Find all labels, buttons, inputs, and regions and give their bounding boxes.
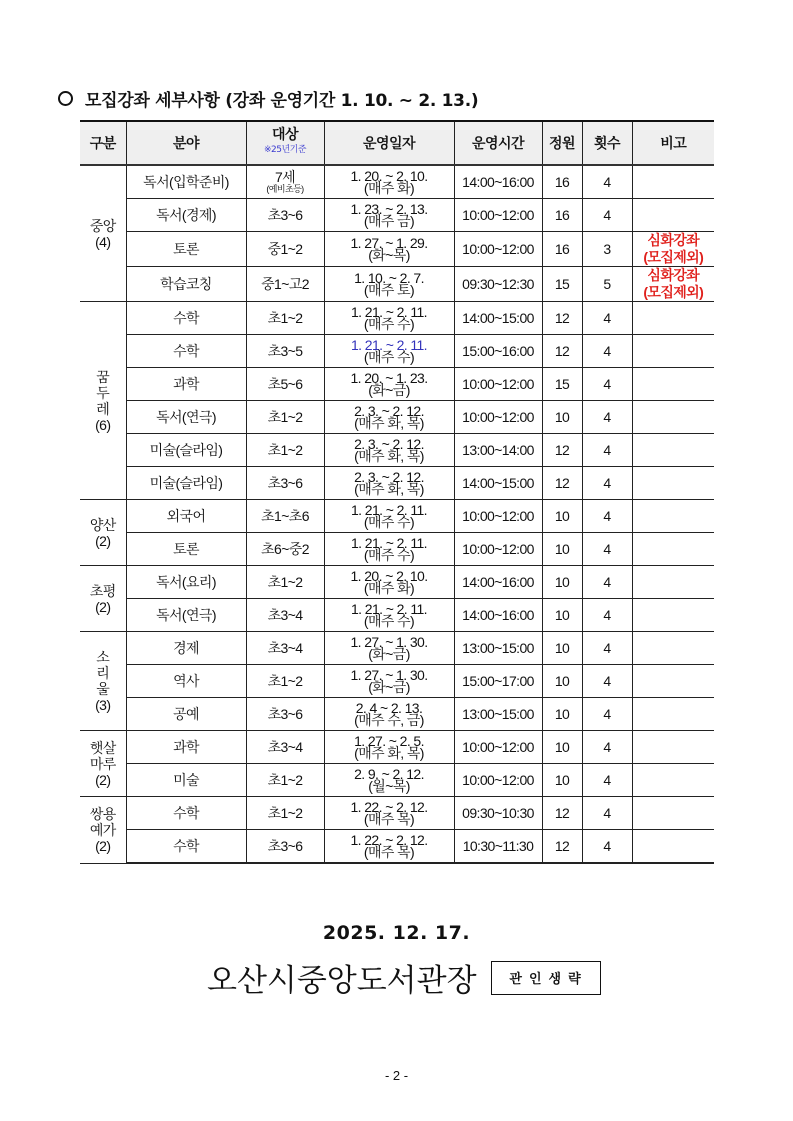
- date-range: 1. 21. ~ 2. 11.: [351, 304, 427, 320]
- group-label-line: 마루: [89, 755, 116, 772]
- time-cell: 10:00~12:00: [454, 232, 542, 267]
- header-capacity: 정원: [542, 121, 582, 165]
- dates-cell: [324, 335, 454, 368]
- target-cell: 초3~6: [246, 698, 324, 731]
- remarks-cell: [632, 566, 714, 599]
- header-division: 구분: [80, 121, 126, 165]
- date-range: 2. 4 ~ 2. 13.: [355, 700, 423, 716]
- table-row: [80, 797, 714, 830]
- dates-cell: [324, 199, 454, 232]
- target-cell: 초6~중2: [246, 533, 324, 566]
- dates-cell: [324, 665, 454, 698]
- field-cell: 수학: [126, 335, 246, 368]
- group-cell: [80, 500, 126, 566]
- field-cell: 독서(요리): [126, 566, 246, 599]
- group-label-line: (4): [95, 233, 111, 250]
- date-days: (매주 수, 금): [354, 712, 424, 728]
- capacity-cell: 16: [542, 232, 582, 267]
- table-row: [80, 267, 714, 302]
- table-row: [80, 500, 714, 533]
- date-days: (매주 토): [363, 282, 415, 298]
- group-label-line: 꿈: [96, 368, 110, 385]
- field-cell: 독서(경제): [126, 199, 246, 232]
- time-cell: 10:30~11:30: [454, 830, 542, 864]
- field-cell: 독서(연극): [126, 599, 246, 632]
- time-cell: 14:00~15:00: [454, 467, 542, 500]
- group-cell: [80, 797, 126, 864]
- date-range: 1. 22. ~ 2. 12.: [350, 832, 428, 848]
- date-range: 1. 21. ~ 2. 11.: [351, 601, 427, 617]
- date-range: 1. 21. ~ 2. 11.: [351, 337, 427, 353]
- group-label-line: 울: [96, 681, 110, 697]
- sessions-cell: 4: [582, 632, 632, 665]
- remarks-cell: [632, 764, 714, 797]
- date-range: 1. 20. ~ 1. 23.: [350, 370, 428, 386]
- remarks-cell: [632, 467, 714, 500]
- header-target-label: 대상: [271, 127, 299, 143]
- table-row: [80, 764, 714, 797]
- time-cell: 15:00~16:00: [454, 335, 542, 368]
- capacity-cell: 10: [542, 665, 582, 698]
- header-dates: 운영일자: [324, 121, 454, 165]
- sessions-cell: 5: [582, 267, 632, 302]
- target-cell: 초1~2: [246, 764, 324, 797]
- date-days: (매주 수): [363, 316, 415, 332]
- date-days: (화~금): [368, 679, 410, 695]
- field-cell: 외국어: [126, 500, 246, 533]
- dates-cell: [324, 731, 454, 764]
- dates-cell: [324, 467, 454, 500]
- dates-cell: [324, 566, 454, 599]
- capacity-cell: 10: [542, 764, 582, 797]
- date-days: (월~목): [368, 778, 410, 794]
- target-cell: 초1~2: [246, 665, 324, 698]
- target-cell: 초1~2: [246, 401, 324, 434]
- table-row: [80, 566, 714, 599]
- group-label-line: 쌍용: [89, 805, 116, 822]
- date-range: 1. 27. ~ 2. 5.: [354, 733, 424, 749]
- field-cell: 미술: [126, 764, 246, 797]
- target-cell: 초1~2: [246, 566, 324, 599]
- remarks-cell: [632, 335, 714, 368]
- capacity-cell: 10: [542, 500, 582, 533]
- field-cell: 수학: [126, 302, 246, 335]
- target-cell: 초3~6: [246, 199, 324, 232]
- date-days: (매주 화): [363, 580, 415, 596]
- sessions-cell: 4: [582, 165, 632, 199]
- target-cell: 초3~6: [246, 467, 324, 500]
- field-cell: 과학: [126, 731, 246, 764]
- target-cell: 초1~초6: [246, 500, 324, 533]
- field-cell: 토론: [126, 533, 246, 566]
- capacity-cell: 16: [542, 199, 582, 232]
- date-range: 1. 27. ~ 1. 30.: [350, 667, 428, 683]
- sessions-cell: 4: [582, 199, 632, 232]
- date-range: 1. 27. ~ 1. 29.: [350, 235, 428, 251]
- date-days: (화~금): [368, 382, 410, 398]
- remarks-cell: [632, 199, 714, 232]
- group-label-line: 레: [96, 400, 110, 417]
- time-cell: 10:00~12:00: [454, 731, 542, 764]
- date-range: 2. 3. ~ 2. 12.: [354, 469, 424, 485]
- field-cell: 독서(연극): [126, 401, 246, 434]
- section-title-text: 모집강좌 세부사항 (강좌 운영기간 1. 10. ~ 2. 13.): [85, 91, 479, 111]
- table-row: [80, 731, 714, 764]
- date-range: 1. 23. ~ 2. 13.: [350, 201, 428, 217]
- sessions-cell: 3: [582, 232, 632, 267]
- time-cell: 10:00~12:00: [454, 199, 542, 232]
- dates-cell: [324, 533, 454, 566]
- capacity-cell: 10: [542, 533, 582, 566]
- group-label-line: 중앙: [89, 217, 116, 234]
- signature-block: [207, 955, 601, 1000]
- dates-cell: [324, 632, 454, 665]
- dates-cell: [324, 764, 454, 797]
- field-cell: 토론: [126, 232, 246, 267]
- organization-name: 오산시중앙도서관장: [207, 963, 477, 999]
- header-sessions: 횟수: [582, 121, 632, 165]
- table-row: [80, 401, 714, 434]
- field-cell: 학습코칭: [126, 267, 246, 302]
- dates-cell: [324, 302, 454, 335]
- remark-line-1: 심화강좌: [647, 267, 700, 283]
- target-cell: 초3~4: [246, 731, 324, 764]
- capacity-cell: 12: [542, 467, 582, 500]
- group-label-line: (2): [95, 532, 111, 549]
- date-range: 1. 21. ~ 2. 11.: [351, 535, 427, 551]
- sessions-cell: 4: [582, 830, 632, 864]
- group-label-line: 리: [96, 665, 110, 681]
- sessions-cell: 4: [582, 566, 632, 599]
- date-days: (매주 화, 목): [354, 415, 424, 431]
- dates-cell: [324, 401, 454, 434]
- time-cell: 10:00~12:00: [454, 764, 542, 797]
- date-days: (매주 금): [363, 213, 415, 229]
- sessions-cell: 4: [582, 665, 632, 698]
- date-days: (매주 수): [363, 547, 415, 563]
- target-cell: 중1~2: [246, 232, 324, 267]
- sessions-cell: 4: [582, 764, 632, 797]
- table-row: [80, 632, 714, 665]
- remarks-cell: [632, 368, 714, 401]
- group-cell: [80, 632, 126, 731]
- capacity-cell: 12: [542, 434, 582, 467]
- group-label-line: (3): [95, 697, 111, 713]
- group-label-line: 소: [96, 649, 110, 665]
- dates-cell: [324, 267, 454, 302]
- remarks-cell: [632, 401, 714, 434]
- field-cell: 공예: [126, 698, 246, 731]
- dates-cell: [324, 165, 454, 199]
- remarks-cell: [632, 232, 714, 267]
- group-cell: [80, 302, 126, 500]
- date-range: 1. 20. ~ 2. 10.: [350, 568, 428, 584]
- field-cell: 수학: [126, 830, 246, 864]
- remarks-cell: [632, 267, 714, 302]
- capacity-cell: 10: [542, 698, 582, 731]
- table-row: [80, 434, 714, 467]
- group-label-line: (2): [95, 837, 111, 854]
- target-cell: 초3~4: [246, 632, 324, 665]
- field-cell: 독서(입학준비): [126, 165, 246, 199]
- remarks-cell: [632, 698, 714, 731]
- remarks-cell: [632, 165, 714, 199]
- target-cell: 초1~2: [246, 434, 324, 467]
- date-days: (매주 목): [363, 844, 415, 860]
- group-label-line: (2): [95, 771, 111, 788]
- date-days: (매주 화, 목): [354, 448, 424, 464]
- date-days: (매주 화): [363, 180, 415, 196]
- group-label-line: 양산: [89, 516, 116, 533]
- target-main: 7세: [274, 169, 296, 185]
- date-days: (매주 화, 목): [354, 481, 424, 497]
- capacity-cell: 16: [542, 165, 582, 199]
- group-label-line: 예가: [89, 821, 116, 838]
- capacity-cell: 12: [542, 302, 582, 335]
- remarks-cell: [632, 434, 714, 467]
- table-row: [80, 165, 714, 199]
- table-row: [80, 830, 714, 864]
- field-cell: 경제: [126, 632, 246, 665]
- table-row: [80, 665, 714, 698]
- header-remarks: 비고: [632, 121, 714, 165]
- target-cell: 중1~고2: [246, 267, 324, 302]
- table-row: [80, 368, 714, 401]
- table-row: [80, 698, 714, 731]
- group-cell: [80, 566, 126, 632]
- group-label-line: 초평: [89, 582, 116, 599]
- time-cell: 09:30~10:30: [454, 797, 542, 830]
- sessions-cell: 4: [582, 731, 632, 764]
- field-cell: 수학: [126, 797, 246, 830]
- time-cell: 10:00~12:00: [454, 401, 542, 434]
- target-cell: 초3~4: [246, 599, 324, 632]
- dates-cell: [324, 599, 454, 632]
- dates-cell: [324, 797, 454, 830]
- header-target: [246, 121, 324, 165]
- field-cell: 과학: [126, 368, 246, 401]
- time-cell: 10:00~12:00: [454, 500, 542, 533]
- header-field: 분야: [126, 121, 246, 165]
- time-cell: 14:00~15:00: [454, 302, 542, 335]
- dates-cell: [324, 434, 454, 467]
- capacity-cell: 10: [542, 731, 582, 764]
- table-row: [80, 335, 714, 368]
- remarks-cell: [632, 632, 714, 665]
- dates-cell: [324, 830, 454, 864]
- field-cell: 역사: [126, 665, 246, 698]
- sessions-cell: 4: [582, 368, 632, 401]
- hollow-circle-bullet-icon: [58, 91, 73, 106]
- time-cell: 10:00~12:00: [454, 533, 542, 566]
- date-range: 2. 3. ~ 2. 12.: [354, 403, 424, 419]
- capacity-cell: 10: [542, 632, 582, 665]
- date-days: (매주 수): [363, 349, 415, 365]
- section-heading: [58, 86, 478, 111]
- sessions-cell: 4: [582, 467, 632, 500]
- field-cell: 미술(슬라임): [126, 434, 246, 467]
- group-label-line: (6): [95, 416, 111, 433]
- group-label-line: 두: [96, 384, 110, 401]
- dates-cell: [324, 698, 454, 731]
- remark-line-2: (모집제외): [643, 249, 704, 265]
- group-label-line: 햇살: [89, 739, 116, 756]
- capacity-cell: 12: [542, 335, 582, 368]
- date-range: 1. 22. ~ 2. 12.: [350, 799, 428, 815]
- table-row: [80, 302, 714, 335]
- capacity-cell: 10: [542, 401, 582, 434]
- time-cell: 14:00~16:00: [454, 165, 542, 199]
- time-cell: 09:30~12:30: [454, 267, 542, 302]
- capacity-cell: 10: [542, 599, 582, 632]
- dates-cell: [324, 500, 454, 533]
- date-days: (매주 수): [363, 613, 415, 629]
- seal-omitted-box: 관인생략: [491, 961, 601, 995]
- table-row: [80, 467, 714, 500]
- time-cell: 15:00~17:00: [454, 665, 542, 698]
- sessions-cell: 4: [582, 335, 632, 368]
- capacity-cell: 15: [542, 267, 582, 302]
- sessions-cell: 4: [582, 401, 632, 434]
- time-cell: 13:00~14:00: [454, 434, 542, 467]
- date-days: (매주 화, 목): [354, 745, 424, 761]
- sessions-cell: 4: [582, 797, 632, 830]
- target-cell: 초1~2: [246, 302, 324, 335]
- remarks-cell: [632, 797, 714, 830]
- remark-line-2: (모집제외): [643, 284, 704, 300]
- sessions-cell: 4: [582, 500, 632, 533]
- date-days: (매주 목): [363, 811, 415, 827]
- dates-cell: [324, 368, 454, 401]
- dates-cell: [324, 232, 454, 267]
- header-target-note: ※25년기준: [263, 145, 307, 155]
- sessions-cell: 4: [582, 533, 632, 566]
- table-row: [80, 199, 714, 232]
- remarks-cell: [632, 599, 714, 632]
- field-cell: 미술(슬라임): [126, 467, 246, 500]
- remark-line-1: 심화강좌: [647, 232, 700, 248]
- date-range: 2. 3. ~ 2. 12.: [354, 436, 424, 452]
- remarks-cell: [632, 302, 714, 335]
- sessions-cell: 4: [582, 434, 632, 467]
- target-sub: (예비초등): [266, 184, 304, 194]
- page-number: - 2 -: [384, 1068, 409, 1083]
- remarks-cell: [632, 665, 714, 698]
- date-range: 1. 10. ~ 2. 7.: [354, 270, 424, 286]
- remarks-cell: [632, 500, 714, 533]
- date-days: (화~금): [368, 646, 410, 662]
- group-cell: [80, 165, 126, 302]
- date-range: 1. 20. ~ 2. 10.: [350, 168, 428, 184]
- course-schedule-table: [80, 120, 714, 864]
- time-cell: 13:00~15:00: [454, 698, 542, 731]
- time-cell: 14:00~16:00: [454, 566, 542, 599]
- document-date: 2025. 12. 17.: [322, 922, 471, 944]
- table-row: [80, 533, 714, 566]
- target-cell: [246, 165, 324, 199]
- target-cell: 초1~2: [246, 797, 324, 830]
- table-row: [80, 232, 714, 267]
- target-cell: 초3~5: [246, 335, 324, 368]
- time-cell: 10:00~12:00: [454, 368, 542, 401]
- sessions-cell: 4: [582, 698, 632, 731]
- group-label-line: (2): [95, 598, 111, 615]
- group-cell: [80, 731, 126, 797]
- sessions-cell: 4: [582, 302, 632, 335]
- date-range: 2. 9. ~ 2. 12.: [354, 766, 424, 782]
- sessions-cell: 4: [582, 599, 632, 632]
- date-days: (화~목): [368, 247, 410, 263]
- capacity-cell: 15: [542, 368, 582, 401]
- time-cell: 13:00~15:00: [454, 632, 542, 665]
- remarks-cell: [632, 731, 714, 764]
- target-cell: 초3~6: [246, 830, 324, 864]
- date-range: 1. 21. ~ 2. 11.: [351, 502, 427, 518]
- capacity-cell: 10: [542, 566, 582, 599]
- table-body: [80, 165, 714, 863]
- target-cell: 초5~6: [246, 368, 324, 401]
- capacity-cell: 12: [542, 830, 582, 864]
- header-time: 운영시간: [454, 121, 542, 165]
- table-row: [80, 599, 714, 632]
- date-range: 1. 27. ~ 1. 30.: [350, 634, 428, 650]
- remarks-cell: [632, 830, 714, 864]
- date-days: (매주 수): [363, 514, 415, 530]
- remarks-cell: [632, 533, 714, 566]
- table-header-row: [80, 121, 714, 165]
- capacity-cell: 12: [542, 797, 582, 830]
- time-cell: 14:00~16:00: [454, 599, 542, 632]
